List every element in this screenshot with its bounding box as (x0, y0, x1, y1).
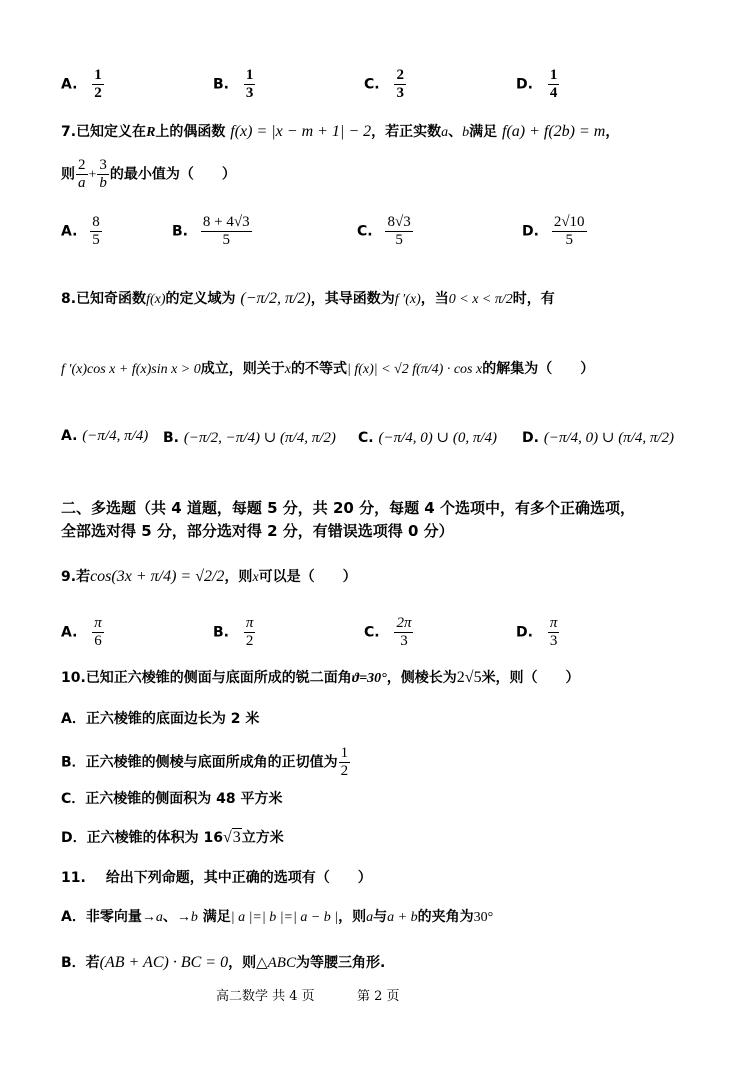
q10-option-c: C．正六棱锥的侧面积为 48 平方米 (61, 791, 283, 807)
q11-option-b: B．若(AB + AC) · BC = 0，则△ABC为等腰三角形. (61, 954, 386, 971)
q11-stem: 11. 给出下列命题，其中正确的选项有（ ） (61, 870, 372, 886)
q9-option-c: C. $\frac{2\pi}{3}$ (364, 615, 412, 649)
q10-option-a: A．正六棱锥的底面边长为 2 米 (61, 711, 260, 727)
q7-stem-line2: 则 $\frac{2}{a}$ + $\frac{3}{b}$ 的最小值为（ ） (61, 157, 236, 191)
q7-option-b: B. $\frac{8 + 4√3}{5}$ (172, 214, 250, 248)
q6-option-d: D. $\frac{1}{4}$ (516, 67, 558, 101)
q8-option-d: D. (−π/4, 0) ∪ (π/4, π/2) (522, 430, 675, 446)
q9-stem: 9.若cos(3x + π/4) = √2/2，则x可以是（ ） (61, 568, 357, 585)
q10-option-d: D．正六棱锥的体积为 16√3立方米 (61, 829, 284, 846)
q8-option-b: B. (−π/2, −π/4) ∪ (π/4, π/2) (163, 430, 336, 446)
footer-page-total: 高二数学 共 4 页 (216, 989, 315, 1004)
q9-option-b: B. $\frac{\pi}{2}$ (213, 615, 254, 649)
q7-option-d: D. $\frac{2√10}{5}$ (522, 214, 585, 248)
q11-option-a: A．非零向量→a、→b 满足| a |=| b |=| a − b |，则a与a + b的夹角为30° (61, 909, 494, 925)
q9-option-a: A. $\frac{\pi}{6}$ (61, 615, 102, 649)
q7-stem-line1: 7.已知定义在R上的偶函数 f(x) = |x − m + 1| − 2，若正实数a、b满足 f(a) + f(2b) = m， (61, 123, 620, 140)
q8-stem-line1: 8.已知奇函数f(x)的定义域为 (−π/2, π/2)，其导函数为f ′(x)，当0 < x < π/2时，有 (61, 290, 555, 307)
q7-option-a: A. $\frac{8}{5}$ (61, 214, 100, 248)
q9-option-d: D. $\frac{\pi}{3}$ (516, 615, 558, 649)
q8-option-c: C. (−π/4, 0) ∪ (0, π/4) (358, 430, 498, 446)
q7-option-c: C. $\frac{8√3}{5}$ (357, 214, 411, 248)
q6-option-b: B. $\frac{1}{3}$ (213, 67, 254, 101)
section-heading-line1: 二、多选题（共 4 道题，每题 5 分，共 20 分，每题 4 个选项中，有多个正确选项， (61, 499, 635, 517)
q8-stem-line2: f ′(x)cos x + f(x)sin x > 0成立，则关于x的不等式| f(x)| < √2 f(π/4) · cos x的解集为（ ） (61, 361, 595, 377)
q8-option-a: A. (−π/4, π/4) (61, 428, 149, 444)
q10-option-b: B．正六棱锥的侧棱与底面所成角的正切值为 $\frac{1}{2}$ (61, 745, 349, 779)
footer-page-number: 第 2 页 (357, 989, 400, 1004)
section-heading-line2: 全部选对得 5 分，部分选对得 2 分，有错误选项得 0 分） (61, 522, 454, 540)
q6-option-c: C. $\frac{2}{3}$ (364, 67, 404, 101)
q10-stem: 10.已知正六棱锥的侧面与底面所成的锐二面角ϑ=30°，侧棱长为2√5米，则（ ） (61, 669, 580, 686)
q6-option-a: A. $\frac{1}{2}$ (61, 67, 102, 101)
